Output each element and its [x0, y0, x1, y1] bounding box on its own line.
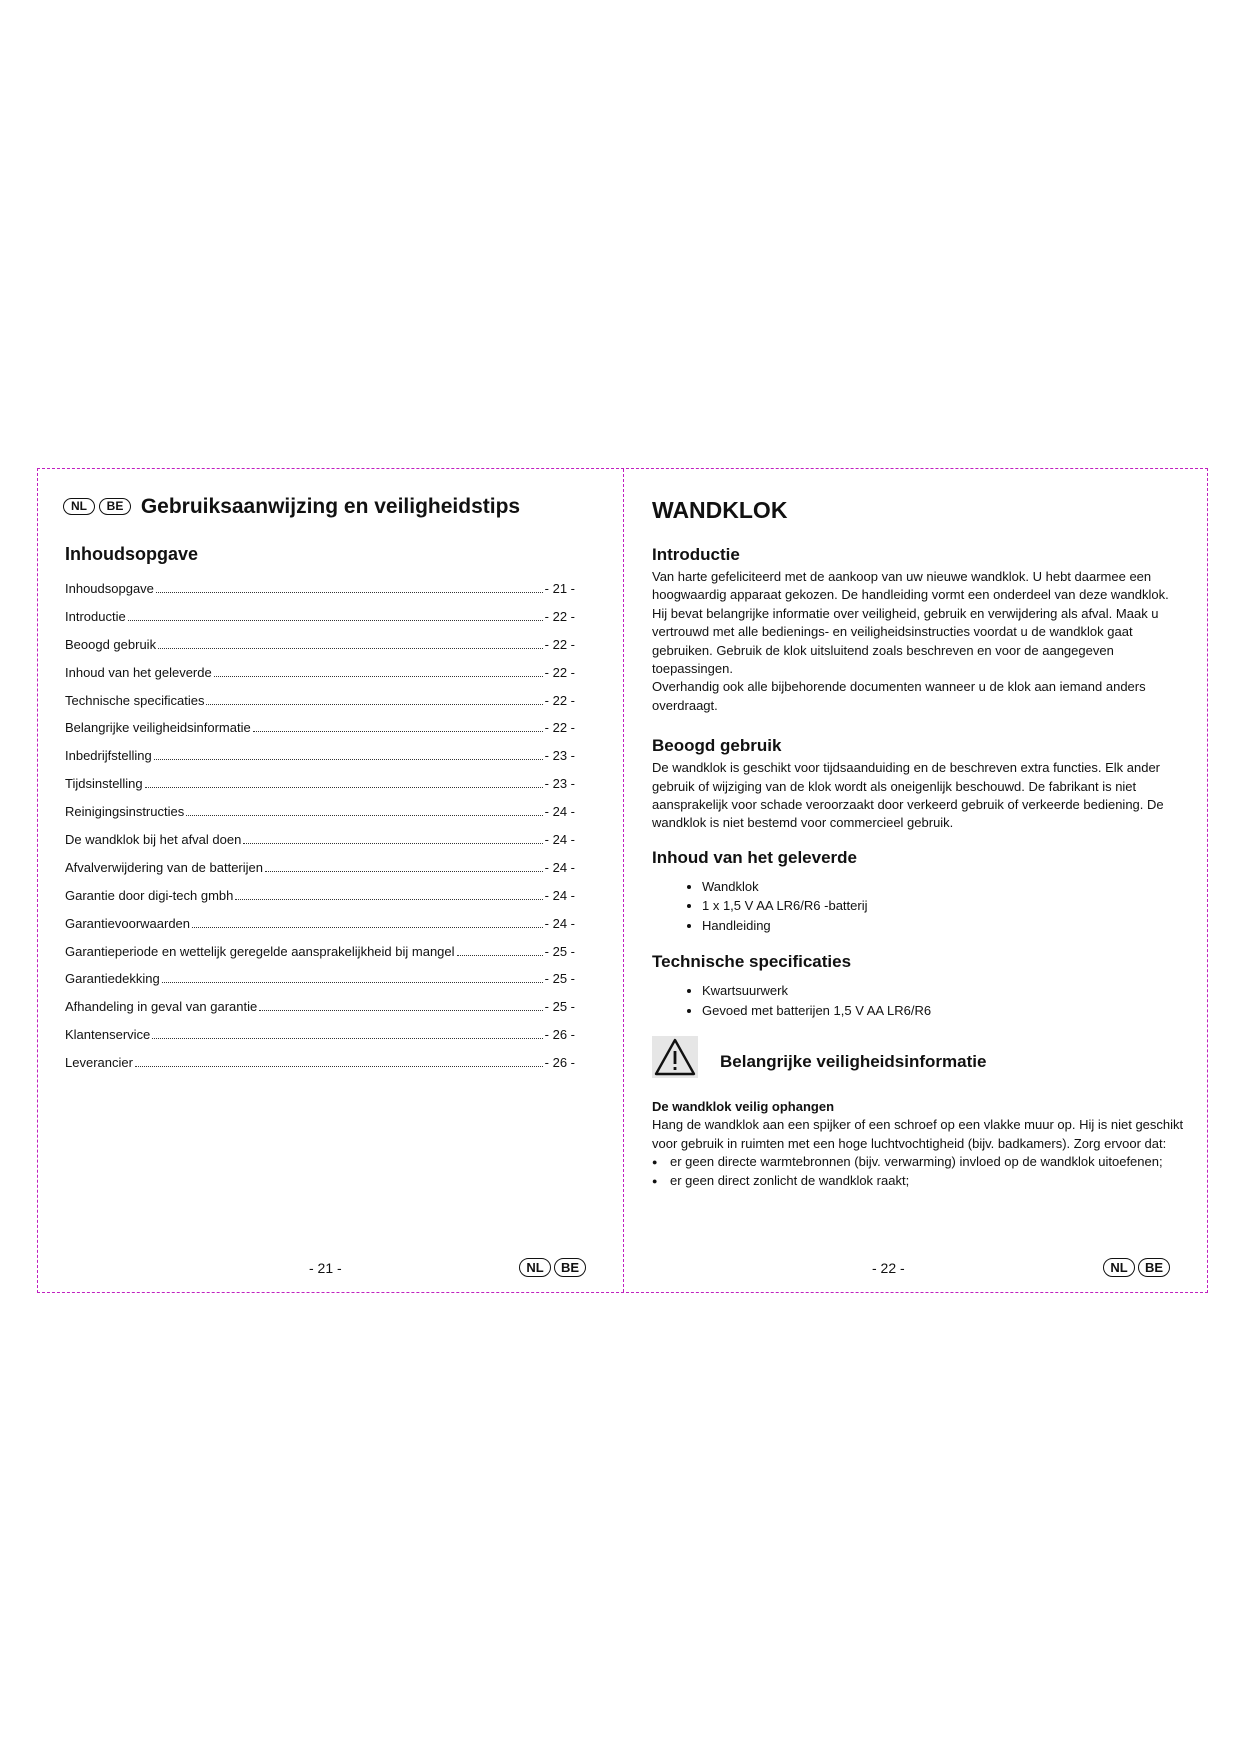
toc-entry-page: - 23 - [544, 776, 575, 792]
list-item: • Kwartsuurwerk [702, 981, 1186, 1001]
section-heading: Introductie [652, 545, 740, 564]
toc-leader [156, 592, 543, 593]
toc-leader [186, 815, 542, 816]
toc-entry-title: Garantie door digi-tech gmbh [65, 887, 234, 903]
toc-leader [253, 731, 543, 732]
toc-entry-title: Inhoudsopgave [65, 581, 154, 596]
toc-entry[interactable] [65, 776, 575, 804]
toc-leader [152, 1038, 542, 1039]
toc-leader [457, 955, 543, 956]
toc-entry-page: - 22 - [544, 664, 575, 680]
warning-heading-row [652, 1036, 1186, 1078]
toc-entry[interactable] [65, 971, 575, 999]
section-heading: Beoogd gebruik [652, 736, 782, 756]
toc-leader [158, 648, 543, 649]
toc-entry-title: Tijdsinstelling [65, 776, 143, 792]
manual-spread [37, 468, 1208, 1293]
toc-entry[interactable] [65, 999, 575, 1027]
toc-entry[interactable] [65, 944, 575, 972]
left-page [38, 469, 624, 1292]
toc-entry[interactable] [65, 888, 575, 916]
toc-entry-page: - 23 - [544, 748, 575, 764]
toc-entry-title: Leverancier [65, 1055, 133, 1071]
list-item: • Gevoed met batterijen 1,5 V AA LR6/R6 [702, 1001, 1186, 1021]
toc-entry-page: - 26 - [544, 1055, 575, 1071]
toc-entry-page: - 24 - [544, 804, 575, 820]
toc-leader [265, 871, 543, 872]
toc-leader [206, 704, 542, 705]
section-text: Overhandig ook alle bijbehorende documenten wanneer u de klok aan iemand anders overdraagt. [652, 679, 1146, 713]
toc-entry-title: Garantievoorwaarden [65, 915, 191, 931]
toc-entry-page: - 22 - [544, 608, 575, 624]
toc-entry-title: Introductie [65, 608, 126, 624]
toc-entry-page: - 24 - [544, 832, 575, 848]
product-title: WANDKLOK [652, 497, 788, 523]
toc-entry-page: - 24 - [544, 887, 575, 903]
page-number: - 22 - [872, 1260, 905, 1276]
toc-entry-title: Klantenservice [65, 1027, 151, 1043]
toc-leader [259, 1010, 542, 1011]
toc-entry[interactable] [65, 804, 575, 832]
toc-entry[interactable] [65, 860, 575, 888]
section-inhoud [652, 847, 1186, 936]
toc-entry-title: Afvalverwijdering van de batterijen [65, 859, 263, 875]
table-of-contents [65, 581, 575, 1083]
section-beoogd-gebruik [652, 735, 1186, 833]
toc-entry-page: - 24 - [544, 859, 575, 875]
toc-entry-title: Inhoud van het geleverde [65, 664, 212, 680]
document-title [63, 495, 520, 519]
toc-entry-title: Reinigingsinstructies [65, 804, 185, 820]
specs-list [652, 981, 1186, 1020]
badge-be: BE [99, 498, 131, 515]
section-heading: Inhoud van het geleverde [652, 847, 857, 867]
subsection-heading: De wandklok veilig ophangen [652, 1099, 835, 1115]
toc-entry-title: Inbedrijfstelling [65, 748, 152, 764]
toc-entry-title: Garantieperiode en wettelijk geregelde aansprakelijkheid bij mangel [65, 943, 455, 959]
section-heading: Belangrijke veiligheidsinformatie [720, 1052, 987, 1072]
list-item: • 1 x 1,5 V AA LR6/R6 -batterij [702, 896, 1186, 916]
toc-entry-page: - 25 - [544, 999, 575, 1015]
toc-entry[interactable] [65, 637, 575, 665]
section-veiligheid [652, 1036, 1186, 1190]
toc-leader [135, 1066, 543, 1067]
list-item: • Handleiding [702, 916, 1186, 936]
section-text: De wandklok is geschikt voor tijdsaanduiding en de beschreven extra functies. Elk ander gebruik of wijziging van de klok wordt als oneigenlijk beschouwd. De fabrikant is niet aansprakelijk voor schade veroorzaakt door verkeerd gebruik of verkeerde bediening. De wandklok is niet bestemd voor commercieel gebruik. [652, 760, 1164, 831]
toc-entry[interactable] [65, 581, 575, 609]
right-page-content [652, 544, 1186, 1190]
toc-leader [235, 899, 542, 900]
toc-entry-title: Belangrijke veiligheidsinformatie [65, 720, 251, 736]
toc-entry-page: - 21 - [544, 581, 575, 596]
bullet-item: ● er geen directe warmtebronnen (bijv. verwarming) invloed op de wandklok uitoefenen; [652, 1153, 1186, 1171]
toc-heading: Inhoudsopgave [65, 544, 199, 564]
toc-entry-page: - 26 - [544, 1027, 575, 1043]
footer-badges [1100, 1258, 1170, 1277]
bullet-item: ● er geen direct zonlicht de wandklok raakt; [652, 1172, 1186, 1190]
section-heading: Technische specificaties [652, 952, 852, 972]
badge-nl: NL [1103, 1258, 1135, 1277]
toc-entry-page: - 22 - [544, 692, 575, 708]
section-specificaties [652, 951, 1186, 1020]
section-introductie [652, 544, 1186, 715]
section-text: Hang de wandklok aan een spijker of een schroef op een vlakke muur op. Hij is niet geschikt voor gebruik in ruimten met een hoge luchtvochtigheid (bijv. badkamers). Zorg ervoor dat: [652, 1117, 1184, 1151]
toc-entry[interactable] [65, 1055, 575, 1083]
toc-leader [128, 620, 543, 621]
toc-leader [154, 759, 543, 760]
document-title-text: Gebruiksaanwijzing en veiligheidstips [140, 495, 521, 518]
toc-entry-page: - 22 - [544, 636, 575, 652]
section-text: Van harte gefeliciteerd met de aankoop van uw nieuwe wandklok. U hebt daarmee een hoogwaardig apparaat gekozen. De handleiding vormt een onderdeel van deze wandklok. Hij bevat belangrijke informatie over veiligheid, gebruik en verwijdering als afval. Maak u vertrouwd met alle bedienings- en veiligheidsinstructies voordat u de wandklok gaat gebruiken. Gebruik de klok uitsluitend zoals beschreven en voor de aangegeven toepassingen. [652, 569, 1169, 677]
toc-entry[interactable] [65, 1027, 575, 1055]
contents-list [652, 877, 1186, 936]
toc-leader [243, 843, 542, 844]
toc-leader [214, 676, 543, 677]
toc-entry[interactable] [65, 916, 575, 944]
toc-entry[interactable] [65, 609, 575, 637]
toc-entry-page: - 25 - [544, 971, 575, 987]
toc-entry-page: - 24 - [544, 915, 575, 931]
list-item: • Wandklok [702, 877, 1186, 897]
toc-entry[interactable] [65, 748, 575, 776]
toc-entry[interactable] [65, 720, 575, 748]
toc-entry-title: De wandklok bij het afval doen [65, 832, 242, 848]
toc-entry-title: Beoogd gebruik [65, 636, 157, 652]
toc-leader [145, 787, 543, 788]
badge-nl: NL [519, 1258, 551, 1277]
footer-badges [516, 1258, 586, 1277]
toc-entry-page: - 22 - [544, 720, 575, 736]
toc-entry-title: Afhandeling in geval van garantie [65, 999, 258, 1015]
right-page [624, 469, 1209, 1292]
toc-entry[interactable] [65, 693, 575, 721]
toc-leader [192, 927, 543, 928]
toc-entry-page: - 25 - [544, 943, 575, 959]
toc-leader [162, 982, 543, 983]
badge-be: BE [554, 1258, 586, 1277]
badge-be: BE [1138, 1258, 1170, 1277]
toc-entry[interactable] [65, 832, 575, 860]
toc-entry-title: Garantiedekking [65, 971, 160, 987]
toc-entry-title: Technische specificaties [65, 692, 205, 708]
toc-entry[interactable] [65, 665, 575, 693]
badge-nl: NL [63, 498, 95, 515]
warning-triangle-icon [652, 1036, 698, 1078]
page-number: - 21 - [309, 1260, 342, 1276]
